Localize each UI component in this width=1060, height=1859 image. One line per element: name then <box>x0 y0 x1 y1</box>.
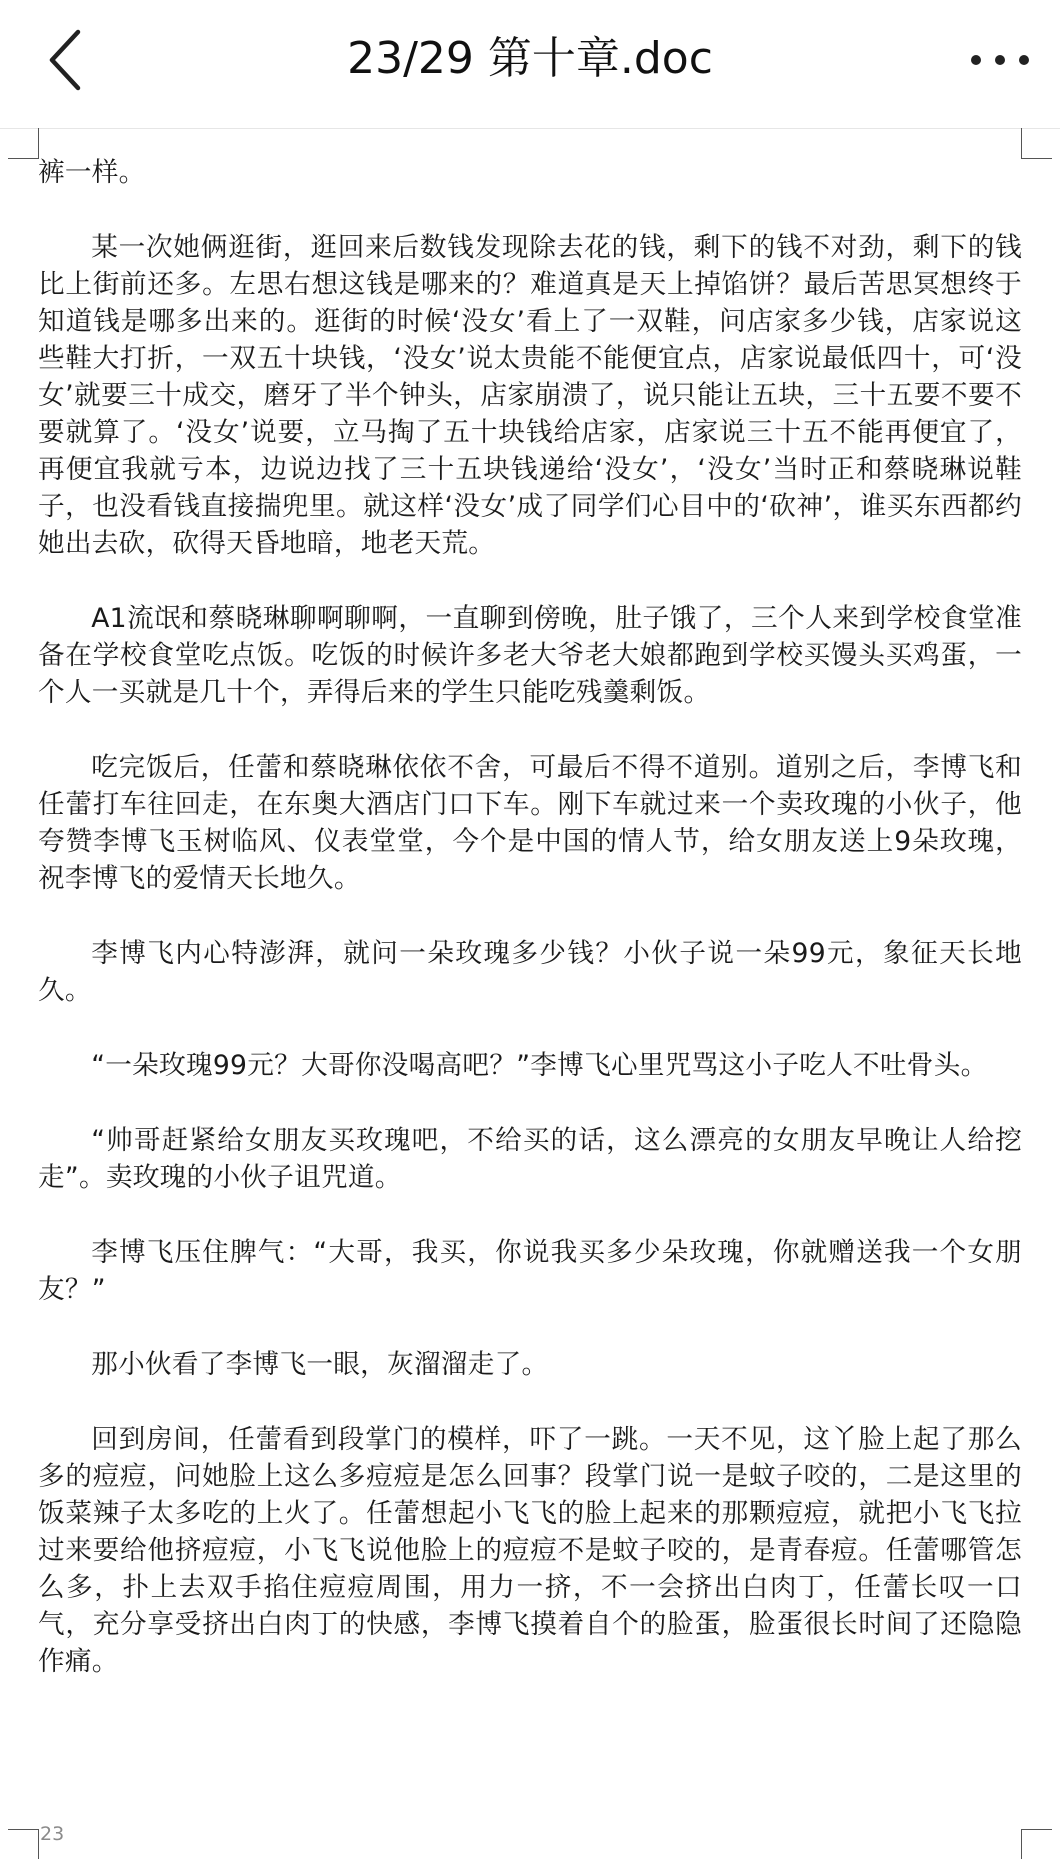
paragraph: 李博飞压住脾气：“大哥，我买，你说我买多少朵玫瑰，你就赠送我一个女朋友？” <box>38 1237 1022 1305</box>
top-bar <box>0 0 1060 129</box>
page-corner-mark-top-right <box>1021 128 1052 159</box>
document-page <box>38 154 1022 1680</box>
paragraph: “一朵玫瑰99元？大哥你没喝高吧？”李博飞心里咒骂这小子吃人不吐骨头。 <box>91 1050 988 1081</box>
page-corner-mark-top-left <box>8 128 39 159</box>
back-button[interactable] <box>40 24 100 96</box>
page-corner-mark-bottom-left <box>8 1829 39 1859</box>
paragraph: 某一次她俩逛街，逛回来后数钱发现除去花的钱，剩下的钱不对劲，剩下的钱比上街前还多。左思右想这钱是哪来的？难道真是天上掉馅饼？最后苦思冥想终于知道钱是哪多出来的。逛街的时候‘没女’看上了一双鞋，问店家多少钱，店家说这些鞋大打折，一双五十块钱，‘没女’说太贵能不能便宜点，店家说最低四十，可‘没女’就要三十成交，磨牙了半个钟头，店家崩溃了，说只能让五块，三十五要不要不要就算了。‘没女’说要，立马掏了五十块钱给店家，店家说三十五不能再便宜了，再便宜我就亏本，边说边找了三十五块钱递给‘没女’，‘没女’当时正和蔡晓琳说鞋子，也没看钱直接揣兜里。就这样‘没女’成了同学们心目中的‘砍神’，谁买东西都约她出去砍，砍得天昏地暗，地老天荒。 <box>38 232 1022 559</box>
paragraph: 回到房间，任蕾看到段掌门的模样，吓了一跳。一天不见，这丫脸上起了那么多的痘痘，问她脸上这么多痘痘是怎么回事？段掌门说一是蚊子咬的，二是这里的饭菜辣子太多吃的上火了。任蕾想起小飞飞的脸上起来的那颗痘痘，就把小飞飞拉过来要给他挤痘痘，小飞飞说他脸上的痘痘不是蚊子咬的，是青春痘。任蕾哪管怎么多，扑上去双手掐住痘痘周围，用力一挤，不一会挤出白肉丁，任蕾长叹一口气，充分享受挤出白肉丁的快感，李博飞摸着自个的脸蛋，脸蛋很长时间了还隐隐作痛。 <box>38 1424 1022 1677</box>
more-options-button[interactable] <box>960 30 1040 90</box>
chevron-left-icon <box>40 24 100 96</box>
paragraph: 那小伙看了李博飞一眼，灰溜溜走了。 <box>91 1349 549 1380</box>
paragraph: “帅哥赶紧给女朋友买玫瑰吧，不给买的话，这么漂亮的女朋友早晚让人给挖走”。卖玫瑰的小伙子诅咒道。 <box>38 1125 1022 1193</box>
more-horizontal-icon <box>960 30 1040 90</box>
paragraph: 李博飞内心特澎湃，就问一朵玫瑰多少钱？小伙子说一朵99元，象征天长地久。 <box>38 938 1022 1006</box>
paragraph: A1流氓和蔡晓琳聊啊聊啊，一直聊到傍晚，肚子饿了，三个人来到学校食堂准备在学校食堂吃点饭。吃饭的时候许多老大爷老大娘都跑到学校买馒头买鸡蛋，一个人一买就是几十个，弄得后来的学生只能吃残羹剩饭。 <box>38 603 1022 708</box>
paragraph: 裤一样。 <box>38 157 146 188</box>
document-title: 23/29 第十章.doc <box>347 33 713 84</box>
page-number: 23 <box>40 1823 65 1845</box>
page-corner-mark-bottom-right <box>1021 1829 1052 1859</box>
paragraph: 吃完饭后，任蕾和蔡晓琳依依不舍，可最后不得不道别。道别之后，李博飞和任蕾打车往回走，在东奥大酒店门口下车。刚下车就过来一个卖玫瑰的小伙子，他夸赞李博飞玉树临风、仪表堂堂，今个是中国的情人节，给女朋友送上9朵玫瑰，祝李博飞的爱情天长地久。 <box>38 752 1022 894</box>
